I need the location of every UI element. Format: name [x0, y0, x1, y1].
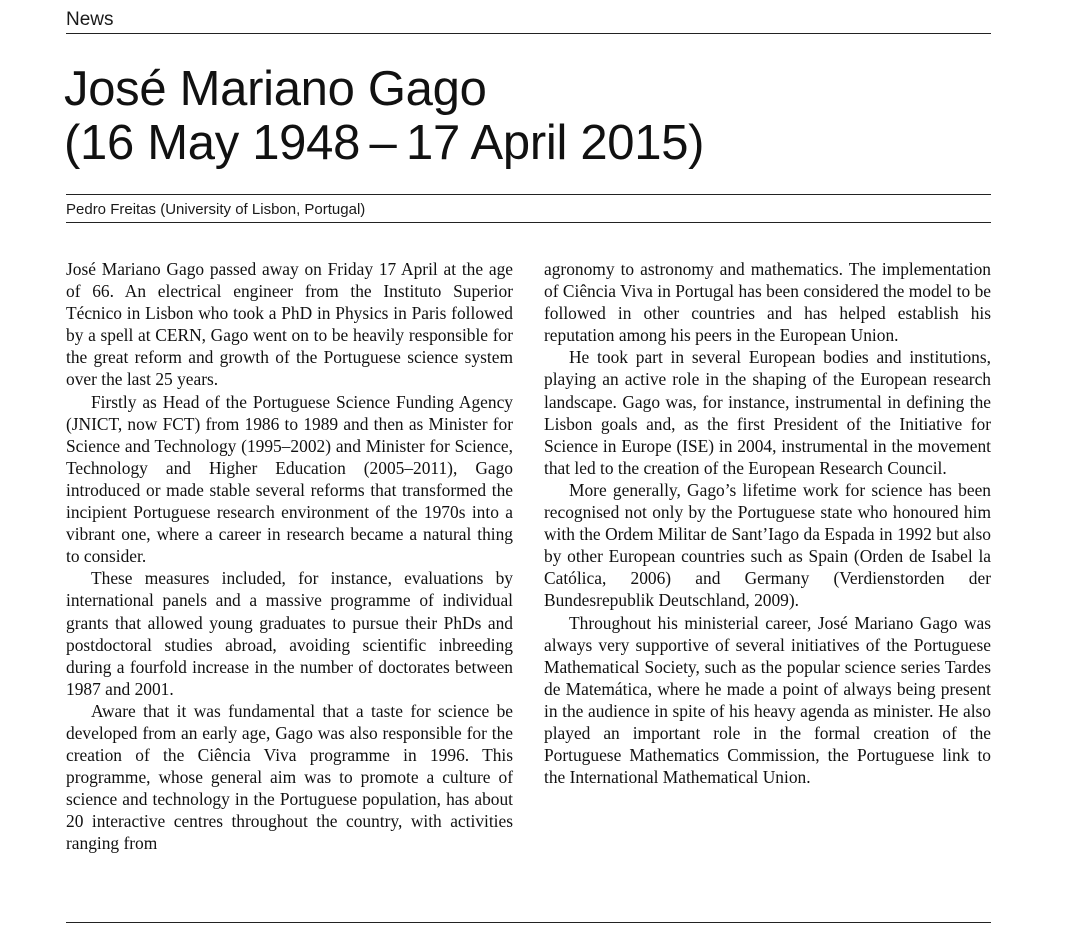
paragraph: Aware that it was fundamental that a taste for science be developed from an early age, Gago was also responsible for the creation of the Ciência Viva programme in 1996. This programme, whose general aim was to promote a culture of science and technology in the Portuguese population, has about 20 interactive centres throughout the country, with activities ranging from — [66, 700, 513, 854]
paragraph: Firstly as Head of the Portuguese Science Funding Agency (JNICT, now FCT) from 1986 to 1989 and then as Minister for Science and Technology (1995–2002) and Minister for Science, Technology and Higher Education (2005–2011), Gago introduced or made stable several reforms that transformed the incipient Portuguese research environment of the 1970s into a vibrant one, where a career in research became a natural thing to consider. — [66, 391, 513, 567]
paragraph: Throughout his ministerial career, José Mariano Gago was always very supportive of several initiatives of the Portuguese Mathematical Society, such as the popular science series Tardes de Matemática, where he made a point of always being present in the audience in spite of his heavy agenda as minister. He also played an important role in the formal creation of the Portuguese Mathematics Commission, the Portuguese link to the International Mathematical Union. — [544, 612, 991, 788]
paragraph: He took part in several European bodies and institutions, playing an active role in the shaping of the European research landscape. Gago was, for instance, instrumental in defining the Lisbon goals and, as the first President of the Initiative for Science in Europe (ISE) in 2004, instrumental in the movement that led to the creation of the European Research Council. — [544, 347, 991, 478]
author-byline: Pedro Freitas (University of Lisbon, Portugal) — [66, 201, 366, 218]
section-label: News — [66, 9, 114, 30]
paragraph: José Mariano Gago passed away on Friday 17 April at the age of 66. An electrical engineer from the Instituto Superior Técnico in Lisbon who took a PhD in Physics in Paris followed by a spell at CERN, Gago went on to be heavily responsible for the great reform and growth of the Portuguese science system over the last 25 years. — [66, 259, 513, 390]
author-bottom-rule — [66, 222, 991, 223]
author-top-rule — [66, 194, 991, 195]
footer-rule — [66, 922, 991, 923]
title-line-1: José Mariano Gago — [64, 62, 487, 116]
article-column-right — [544, 258, 991, 788]
paragraph: agronomy to astronomy and mathematics. The implementation of Ciência Viva in Portugal has been considered the model to be followed in other countries and has helped establish his reputation among his peers in the European Union. — [544, 259, 991, 346]
article-column-left — [66, 258, 513, 855]
article-title — [64, 62, 994, 170]
paragraph: More generally, Gago’s lifetime work for science has been recognised not only by the Portuguese state who honoured him with the Ordem Militar de Sant’Iago da Espada in 1992 but also by other European countries such as Spain (Orden de Isabel la Católica, 2006) and Germany (Verdienstorden der Bundesrepublik Deutschland, 2009). — [544, 479, 991, 611]
header-rule — [66, 33, 991, 34]
title-line-2: (16 May 1948 – 17 April 2015) — [64, 116, 705, 170]
paragraph: These measures included, for instance, evaluations by international panels and a massive programme of individual grants that allowed young graduates to pursue their PhDs and postdoctoral studies abroad, avoiding scientific inbreeding during a fourfold increase in the number of doctorates between 1987 and 2001. — [66, 568, 513, 699]
